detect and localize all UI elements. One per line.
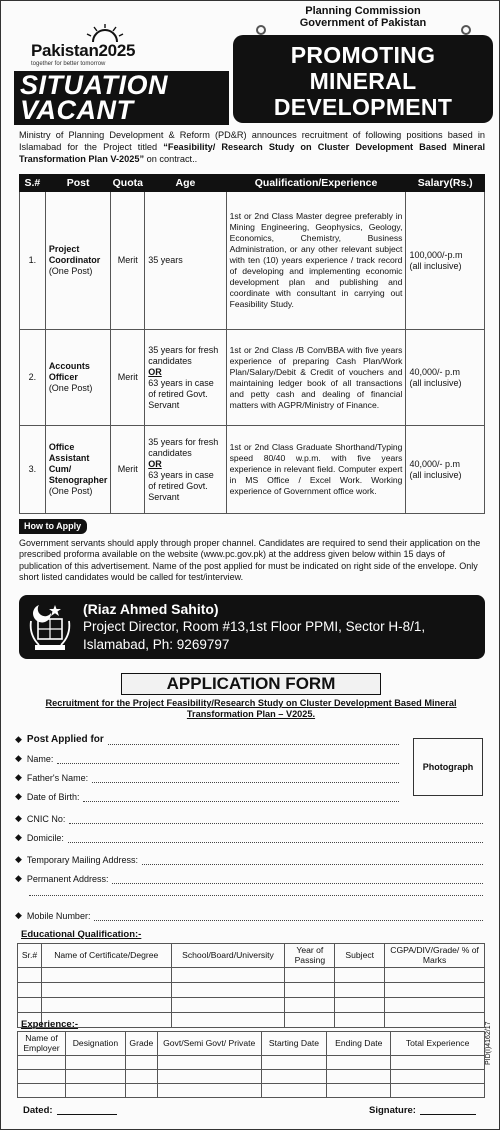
dob-line[interactable] [83, 792, 399, 802]
dated-line[interactable] [57, 1105, 117, 1115]
table-row[interactable] [18, 1056, 485, 1070]
row-sn: 3. [20, 426, 46, 514]
diamond-bullet-icon: ◆ [15, 772, 22, 782]
banner-line-2: MINERAL [309, 68, 417, 94]
col-salary: Salary(Rs.) [406, 175, 485, 192]
name-line[interactable] [57, 754, 399, 764]
how-to-apply-label: How to Apply [19, 519, 87, 534]
table-row [20, 426, 485, 514]
row-quota: Merit [111, 330, 145, 426]
diamond-bullet-icon: ◆ [15, 854, 22, 864]
field-domicile[interactable]: ◆ Domicile: [15, 832, 483, 843]
row-post: Accounts Officer (One Post) [45, 330, 111, 426]
col-qualification: Qualification/Experience [226, 175, 406, 192]
table-row [20, 330, 485, 426]
diamond-bullet-icon: ◆ [15, 910, 22, 920]
situation-vacant-banner [14, 71, 229, 125]
table-row[interactable] [18, 998, 485, 1013]
application-form-title: APPLICATION FORM [121, 673, 381, 695]
project-title: “Feasibility/ Research Study on Cluster Development Based Mineral Transformation Plan V-2025” [19, 142, 485, 164]
address-extra-line[interactable] [29, 895, 483, 896]
row-sn: 1. [20, 192, 46, 330]
contact-name: (Riaz Ahmed Sahito) [83, 601, 219, 617]
table-row[interactable] [18, 1084, 485, 1098]
diamond-bullet-icon: ◆ [15, 753, 22, 763]
logo-tagline: together for better tomorrow [31, 61, 106, 67]
contact-address: Project Director, Room #13,1st Floor PPMI, Sector H-8/1, [83, 619, 426, 634]
row-age: 35 years for fresh candidates OR 63 years in case of retired Govt. Servant [145, 426, 226, 514]
diamond-bullet-icon: ◆ [15, 734, 22, 744]
field-name[interactable]: ◆ Name: [15, 753, 399, 764]
promoting-banner [233, 35, 493, 123]
cnic-line[interactable] [69, 814, 483, 824]
field-cnic[interactable]: ◆ CNIC No: [15, 813, 483, 824]
row-qualification: 1st or 2nd Class Master degree preferably in Mining Engineering, Geophysics, Geology, Economics, Chemistry, Business Administration, or any other relevant subject with ten (10) years experience / track record of developing and implementing economic development plan and publishing and coordinate with consultant in carrying out Feasibility Study. [226, 192, 406, 330]
row-post: Project Coordinator (One Post) [45, 192, 111, 330]
how-to-apply-text: Government servants should apply through proper channel. Candidates are required to send their application on the prescribed proforma available on the website (www.pc.gov.pk) at the address given below within 15 days of publication of this advertisement. Name of the post applied for must be indicated on right side of the envelope. Only short listed candidates would be called for test/interview. [19, 538, 481, 582]
temporary-address-line[interactable] [142, 855, 483, 865]
post-applied-line[interactable] [108, 735, 399, 745]
ring-icon [461, 25, 471, 35]
banner-line-1: PROMOTING [290, 42, 436, 68]
col-sn: S.# [20, 175, 46, 192]
experience-heading: Experience:- [21, 1019, 79, 1030]
permanent-address-line[interactable] [112, 874, 483, 884]
field-temporary-address[interactable]: ◆ Temporary Mailing Address: [15, 854, 483, 865]
row-age: 35 years [145, 192, 226, 330]
government-emblem-icon [25, 601, 75, 653]
contact-phone: Islamabad, Ph: 9269797 [83, 637, 230, 652]
fathers-name-line[interactable] [92, 773, 399, 783]
col-post: Post [45, 175, 111, 192]
jobs-header-row [20, 175, 485, 192]
field-permanent-address[interactable]: ◆ Permanent Address: [15, 873, 483, 884]
table-row [20, 192, 485, 330]
field-fathers-name[interactable]: ◆ Father's Name: [15, 772, 399, 783]
dated-field[interactable]: Dated: [23, 1105, 117, 1116]
photograph-box: Photograph [413, 738, 483, 796]
logo-wordmark: Pakistan2025 [31, 41, 136, 60]
table-row[interactable] [18, 983, 485, 998]
mobile-line[interactable] [94, 911, 483, 921]
contact-box [19, 595, 485, 659]
intro-paragraph: Ministry of Planning Development & Reform (PD&R) announces recruitment of following positions based in Islamabad for the Project titled “Feasibility/ Research Study on Cluster Development Based Mineral Transformation Plan V-2025” on contract.. [19, 130, 485, 164]
pid-number: PID(I)4162/17 [485, 1021, 492, 1065]
table-row[interactable] [18, 1070, 485, 1084]
row-quota: Merit [111, 426, 145, 514]
education-header-row: Sr.# Name of Certificate/Degree School/Board/University Year of Passing Subject CGPA/DIV/Grade/ % of Marks [18, 944, 485, 968]
signature-line[interactable] [420, 1105, 476, 1115]
diamond-bullet-icon: ◆ [15, 813, 22, 823]
domicile-line[interactable] [68, 833, 483, 843]
row-qualification: 1st or 2nd Class /B Com/BBA with five years experience of preparing Cash Plan/Work Plan/Salary/Debit & Credit of vouchers and maintaining ledger book of all transactions and petty cash and dealing of financial matters with AGPR/Ministry of Finance. [226, 330, 406, 426]
application-form-subtitle: Recruitment for the Project Feasibility/Research Study on Cluster Development Based Mineral Transformation Plan – V2025. [45, 698, 457, 719]
col-age: Age [145, 175, 226, 192]
row-qualification: 1st or 2nd Class Graduate Shorthand/Typing speed 80/40 w.p.m. with five years experience in relevant field. Computer expert in MS Office / Excel Work. Working experience of Government office work. [226, 426, 406, 514]
org-government: Government of Pakistan [299, 17, 427, 29]
row-salary: 100,000/-p.m (all inclusive) [406, 192, 485, 330]
field-mobile-number[interactable]: ◆ Mobile Number: [15, 910, 483, 921]
education-table [17, 943, 485, 1028]
field-date-of-birth[interactable]: ◆ Date of Birth: [15, 791, 399, 802]
experience-header-row: Name of Employer Designation Grade Govt/Semi Govt/ Private Starting Date Ending Date Total Experience [18, 1032, 485, 1056]
row-age: 35 years for fresh candidates OR 63 years in case of retired Govt. Servant [145, 330, 226, 426]
diamond-bullet-icon: ◆ [15, 832, 22, 842]
ring-icon [256, 25, 266, 35]
org-name: Planning Commission [305, 5, 421, 17]
diamond-bullet-icon: ◆ [15, 873, 22, 883]
experience-table [17, 1031, 485, 1098]
row-salary: 40,000/- p.m (all inclusive) [406, 426, 485, 514]
diamond-bullet-icon: ◆ [15, 791, 22, 801]
row-salary: 40,000/- p.m (all inclusive) [406, 330, 485, 426]
col-quota: Quota [111, 175, 145, 192]
jobs-table [19, 174, 485, 514]
table-row[interactable] [18, 968, 485, 983]
banner-line-3: DEVELOPMENT [273, 94, 453, 120]
row-sn: 2. [20, 330, 46, 426]
situation-text: SITUATION [20, 70, 168, 100]
educational-qualification-heading: Educational Qualification:- [21, 929, 142, 940]
row-quota: Merit [111, 192, 145, 330]
signature-field[interactable]: Signature: [369, 1105, 476, 1116]
table-row[interactable] [18, 1013, 485, 1028]
vacant-text: VACANT [20, 95, 134, 125]
field-post-applied[interactable]: ◆ Post Applied for [15, 734, 399, 745]
row-post: Office Assistant Cum/ Stenographer (One Post) [45, 426, 111, 514]
